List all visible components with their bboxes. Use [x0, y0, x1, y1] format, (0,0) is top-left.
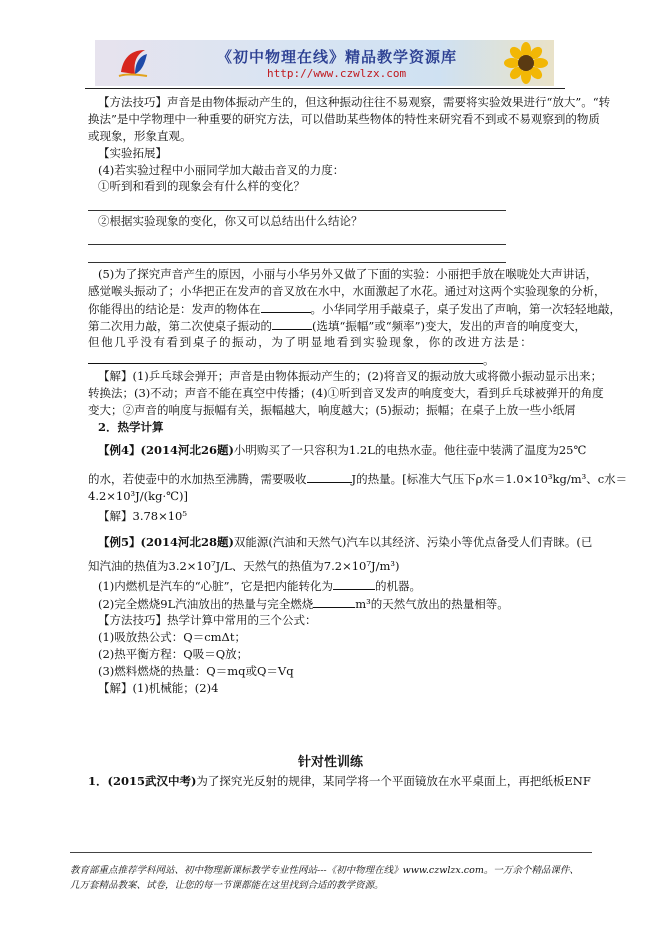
solution-line-2: 转换法；(3)不动；声音不能在真空中传播；(4)①听到音叉发声的响度变大，看到乒乓球被弹开的角度 [88, 386, 604, 400]
answer-line [88, 244, 506, 245]
question-5-line-5: 但他几乎没有看到桌子的振动，为了明显地看到实验现象，你的改进方法是： [88, 335, 534, 349]
method-tip-line-1: 【方法技巧】声音是由物体振动产生的，但这种振动往往不易观察，需要将实验效果进行“放大”。“转 [98, 95, 611, 109]
example-5-line-2: 知汽油的热值为3.2×10⁷J/L、天然气的热值为7.2×10⁷J/m³) [88, 559, 400, 573]
method-tip-line-2: 换法”是中学物理中一种重要的研究方法，可以借助某些物体的特性来研究看不到或不易观察到的物质 [88, 112, 600, 126]
answer-line [88, 210, 506, 211]
text-segment: 的水，若使壶中的水加热至沸腾，需要吸收 [88, 472, 307, 486]
footer-line-2: 几万套精品教案、试卷，让您的每一节课都能在这里找到合适的教学资源。 [70, 880, 384, 891]
example-5-line-1 [98, 534, 592, 550]
example-label: 【例4】 [98, 443, 141, 457]
solution-line-3: 变大；②声音的响度与振幅有关，振幅越大，响度越大；(5)振动；振幅；在桌子上放一些小纸屑 [88, 403, 576, 417]
banner-url[interactable]: http://www.czwlzx.com [267, 67, 407, 80]
text-segment: 。 [483, 353, 495, 367]
text-segment: (选填“振幅”或“频率”)变大，发出的声音的响度变大， [312, 319, 586, 333]
formula-1: (1)吸放热公式：Q＝cmΔt； [98, 630, 246, 644]
question-5-line-6 [88, 351, 495, 368]
fill-blank [333, 577, 375, 590]
text-segment: (1)内燃机是汽车的“心脏”，它是把内能转化为 [98, 579, 334, 593]
sunflower-icon [504, 42, 548, 84]
text-segment: 的机器。 [375, 579, 422, 593]
text-segment: J的热量。[标准大气压下ρ水＝1.0×10³kg/m³、c水＝ [351, 472, 628, 486]
example-5-solution: 【解】(1)机械能；(2)4 [98, 681, 219, 695]
text-segment: 双能源(汽油和天然气)汽车以其经济、污染小等优点备受人们青睐。(已 [233, 535, 593, 549]
formula-2: (2)热平衡方程：Q吸＝Q放； [98, 647, 249, 661]
source-label: (2014河北26题) [140, 443, 234, 457]
section-heading-thermal: 2．热学计算 [98, 420, 164, 434]
fill-blank [88, 351, 483, 364]
formula-3: (3)燃料燃烧的热量：Q＝mq或Q＝Vq [98, 664, 294, 678]
footer-divider [70, 852, 592, 853]
question-5-line-4 [88, 317, 586, 334]
text-segment: 第二次用力敲，第二次使桌子振动的 [88, 319, 272, 333]
text-segment: 。小华同学用手敲桌子，桌子发出了声响，第一次轻轻地敲， [310, 302, 621, 316]
method-tip-line-3: 或现象，形象直观。 [88, 129, 192, 143]
example-4-line-2 [88, 470, 627, 487]
question-5-line-2: 感觉喉头振动了；小华把正在发声的音叉放在水中，水面激起了水花。通过对这两个实验现象的分析， [88, 284, 606, 298]
text-segment: (2)完全燃烧9L汽油放出的热量与完全燃烧 [98, 597, 314, 611]
example-4-solution: 【解】3.78×10⁵ [98, 509, 187, 523]
example-5-part-2 [98, 595, 509, 612]
text-segment: m³的天然气放出的热量相等。 [355, 597, 509, 611]
example-label: 【例5】 [98, 535, 141, 549]
experiment-extension-heading: 【实验拓展】 [98, 146, 167, 160]
question-4-part-1: ①听到和看到的现象会有什么样的变化？ [98, 179, 305, 193]
source-label: 1．(2015武汉中考) [88, 774, 197, 788]
exercise-1 [88, 773, 591, 789]
example-4-line-1 [98, 442, 586, 458]
section-title: 针对性训练 [297, 755, 363, 770]
question-4: (4)若实验过程中小丽同学加大敲击音叉的力度： [98, 163, 345, 177]
question-4-part-2: ②根据实验现象的变化，你又可以总结出什么结论？ [98, 214, 363, 228]
method-tip-thermal: 【方法技巧】热学计算中常用的三个公式： [98, 613, 317, 627]
answer-line [88, 262, 506, 263]
site-logo-icon [115, 44, 151, 80]
fill-blank [313, 595, 355, 608]
question-5-line-1: (5)为了探究声音产生的原因，小丽与小华另外又做了下面的实验：小丽把手放在喉咙处大声讲话， [98, 267, 598, 281]
text-segment: 你能得出的结论是：发声的物体在 [88, 302, 261, 316]
header-banner [95, 40, 554, 86]
source-label: (2014河北28题) [140, 535, 234, 549]
fill-blank [272, 317, 312, 330]
text-segment: 为了探究光反射的规律，某同学将一个平面镜放在水平桌面上，再把纸板ENF [196, 774, 591, 788]
question-5-line-3 [88, 300, 621, 317]
text-segment: 小明购买了一只容积为1.2L的电热水壶。他往壶中装满了温度为25℃ [233, 443, 587, 457]
banner-title: 《初中物理在线》精品教学资源库 [217, 48, 458, 66]
solution-line-1: 【解】(1)乒乓球会弹开；声音是由物体振动产生的；(2)将音叉的振动放大或将微小振动显示出来； [98, 369, 603, 383]
header-divider [85, 88, 565, 89]
example-4-line-3: 4.2×10³J/(kg·℃)] [88, 489, 188, 503]
fill-blank [261, 300, 311, 313]
footer-line-1: 教育部重点推荐学科网站、初中物理新课标教学专业性网站---《初中物理在线》www.czwlzx.com。一万余个精品课件、 [70, 865, 579, 876]
example-5-part-1 [98, 577, 421, 594]
fill-blank [307, 470, 352, 483]
